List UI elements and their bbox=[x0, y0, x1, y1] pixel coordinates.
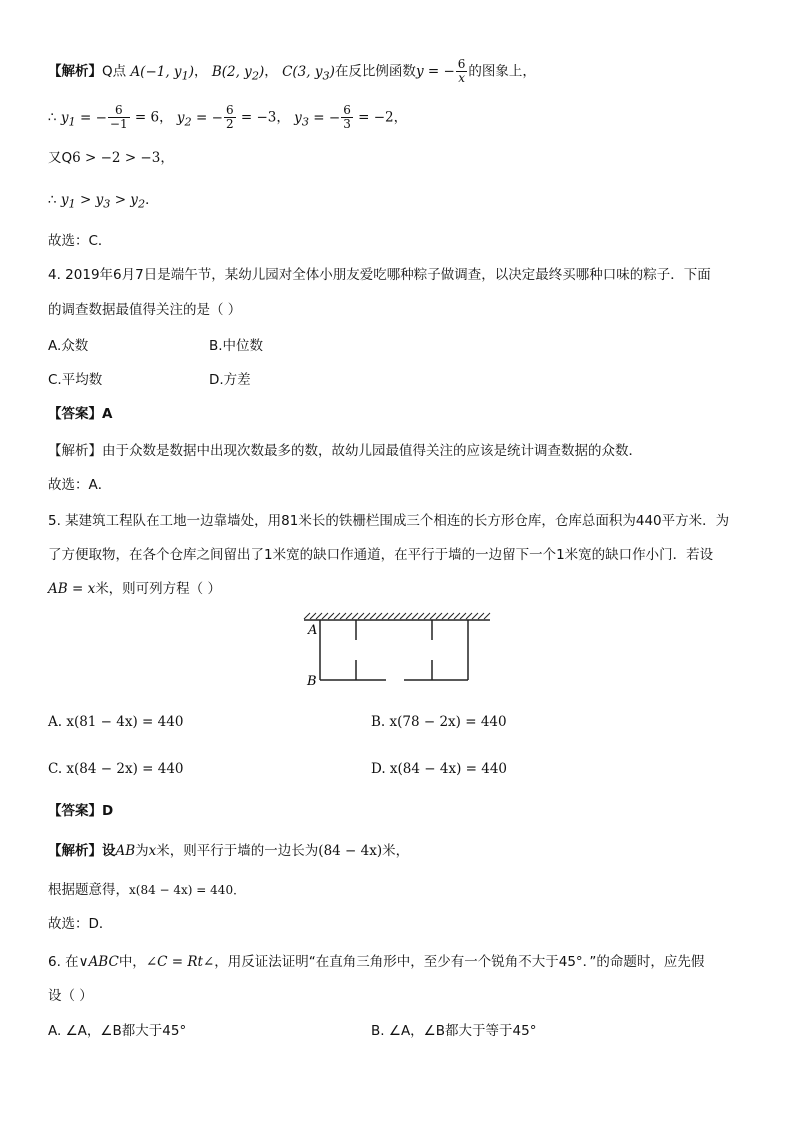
y2-fraction: $\frac{6}{2}$ bbox=[225, 103, 234, 131]
y-order: $y_1 > y_3 > y_2$ bbox=[60, 192, 146, 211]
fence-lines bbox=[320, 620, 468, 680]
q5-option-c: C. x(84 − 2x) = 440 bbox=[48, 761, 184, 777]
ab-equals-x: AB = x bbox=[48, 581, 96, 597]
q4-option-a: A.众数 bbox=[48, 338, 89, 354]
y3-eq: $y_3$ = − bbox=[294, 109, 341, 129]
q3-analysis-line4: ∴ $y_1 > y_3 > y_2$． bbox=[48, 192, 159, 211]
inequality-text: 6 > −2 > −3， bbox=[72, 150, 174, 166]
q4-analysis: 【解析】由于众数是数据中出现次数最多的数，故幼儿园最值得关注的应该是统计调查数据的众数． bbox=[48, 443, 642, 459]
q5-analysis: 【解析】设AB为x米，则平行于墙的一边长为(84 − 4x)米， bbox=[48, 843, 410, 859]
label-a: A bbox=[308, 623, 318, 638]
warehouse-diagram bbox=[300, 606, 500, 692]
q6-stem-line1: 6. 在∨ABC中，∠C = Rt∠，用反证法证明“在直角三角形中，至少有一个锐角不大于45°．”的命题时，应先假 bbox=[48, 954, 705, 970]
func-fraction: $\frac{6}{x}$ bbox=[457, 57, 466, 85]
y1-result: = 6， bbox=[130, 109, 173, 126]
q5-answer: 【答案】D bbox=[48, 803, 114, 819]
y3-fraction: $\frac{6}{3}$ bbox=[343, 103, 351, 131]
y1-eq: $y_1$ = − bbox=[60, 109, 107, 129]
point-c: C(3, $y_3$) bbox=[282, 63, 335, 83]
point-a: A(−1, $y_1$) bbox=[130, 63, 195, 83]
y1-fraction: $\frac{6}{-1}$ bbox=[109, 103, 128, 131]
q5-option-d: D. x(84 − 4x) = 440 bbox=[371, 761, 508, 777]
wall-hatching bbox=[304, 613, 490, 620]
therefore-symbol: ∴ bbox=[48, 192, 57, 208]
q3-choice: 故选：C． bbox=[48, 233, 112, 249]
q5-option-a: A. x(81 − 4x) = 440 bbox=[48, 714, 184, 730]
analysis-tag: 【解析】 bbox=[48, 63, 102, 80]
q4-stem-line2: 的调查数据最值得关注的是（ ） bbox=[48, 302, 242, 318]
q5-option-b: B. x(78 − 2x) = 440 bbox=[371, 714, 507, 730]
q5-equation: 根据题意得，x(84 − 4x) = 440． bbox=[48, 882, 246, 898]
q4-stem-line1: 4. 2019年6月7日是端午节，某幼儿园对全体小朋友爱吃哪种粽子做调查，以决定最终买哪种口味的粽子．下面 bbox=[48, 267, 711, 283]
q6-stem-line2: 设（ ） bbox=[48, 988, 93, 1004]
y2-eq: $y_2$ = − bbox=[176, 109, 223, 129]
label-b: B bbox=[307, 674, 317, 689]
func-end: 的图象上， bbox=[468, 63, 536, 80]
q4-option-b: B.中位数 bbox=[209, 338, 264, 354]
q3-analysis-line3 bbox=[48, 148, 174, 168]
y2-result: = −3， bbox=[236, 109, 290, 126]
q4-option-c: C.平均数 bbox=[48, 372, 103, 388]
q-point-text: Q点 bbox=[102, 63, 127, 80]
q4-choice: 故选：A． bbox=[48, 477, 112, 493]
q6-option-b: B. ∠A，∠B都大于等于45° bbox=[371, 1023, 537, 1039]
point-b: B(2, $y_2$) bbox=[211, 63, 265, 83]
func-intro: 在反比例函数 bbox=[334, 63, 416, 80]
q3-analysis-line1: 【解析】Q点 A(−1, $y_1$)， B(2, $y_2$)， C(3, $y_3$)在反比例函数y = − $\frac{6}{x}$ 的图象上， bbox=[48, 57, 536, 85]
q5-choice: 故选：D． bbox=[48, 916, 113, 932]
y3-result: = −2， bbox=[353, 109, 408, 126]
q5-stem-end: 米，则可列方程（ ） bbox=[95, 581, 221, 597]
q5-stem-line1: 5. 某建筑工程队在工地一边靠墙处，用81米长的铁栅栏围成三个相连的长方形仓库，仓库总面积为440平方米．为 bbox=[48, 513, 730, 529]
func-lhs: y = − bbox=[415, 63, 455, 80]
also-q-text: 又Q bbox=[48, 150, 73, 166]
q6-option-a: A. ∠A，∠B都大于45° bbox=[48, 1023, 187, 1039]
q3-analysis-line2 bbox=[48, 104, 407, 132]
q4-option-d: D.方差 bbox=[209, 372, 251, 388]
therefore-symbol: ∴ bbox=[48, 109, 57, 126]
q4-answer: 【答案】A bbox=[48, 406, 113, 422]
q5-stem-line3 bbox=[48, 579, 221, 599]
q5-stem-line2: 了方便取物，在各个仓库之间留出了1米宽的缺口作通道，在平行于墙的一边留下一个1米宽的缺口作小门．若设 bbox=[48, 547, 714, 563]
